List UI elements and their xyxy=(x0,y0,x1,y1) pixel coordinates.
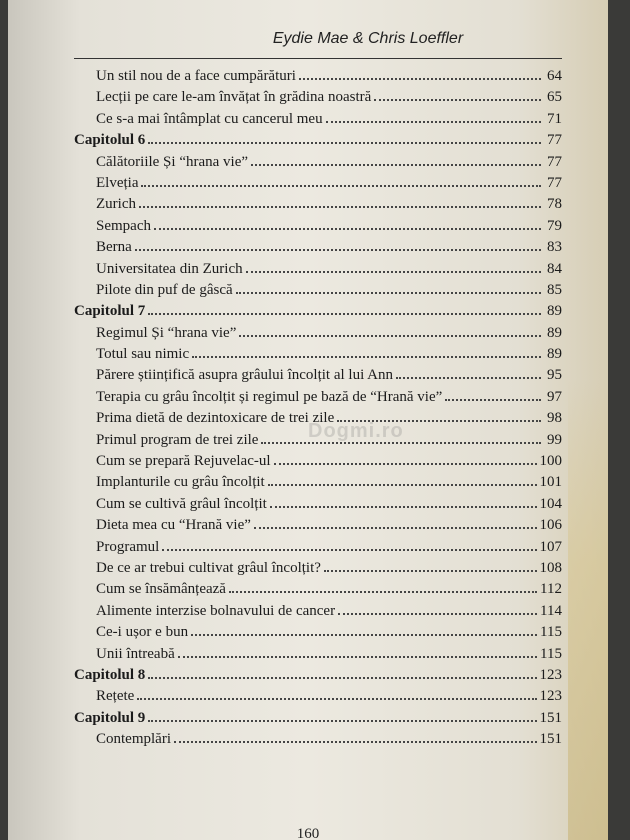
toc-chapter xyxy=(74,130,562,151)
toc-entry xyxy=(74,365,562,386)
toc-chapter xyxy=(74,665,562,686)
toc-entry xyxy=(74,344,562,365)
toc-entry xyxy=(74,579,562,600)
toc-entry-page: 100 xyxy=(539,453,562,470)
dot-leader xyxy=(254,515,537,529)
dot-leader xyxy=(274,451,537,465)
toc-entry xyxy=(74,87,562,108)
toc-entry-page: 97 xyxy=(547,388,562,405)
toc-entry-page: 89 xyxy=(547,346,562,363)
toc-entry-title: Contemplări xyxy=(96,731,171,748)
toc-entry-page: 71 xyxy=(547,110,562,127)
dot-leader xyxy=(139,194,541,208)
toc-entry xyxy=(74,515,562,536)
toc-entry xyxy=(74,152,562,173)
toc-entry-title: Ce s-a mai întâmplat cu cancerul meu xyxy=(96,110,323,127)
toc-entry-title: Alimente interzise bolnavului de cancer xyxy=(96,602,336,619)
running-header xyxy=(8,30,608,48)
toc-entry-title: Un stil nou de a face cumpărături xyxy=(96,68,296,84)
dot-leader xyxy=(178,644,537,658)
toc-entry xyxy=(74,729,562,750)
toc-entry xyxy=(74,601,562,622)
dot-leader xyxy=(148,301,541,315)
dot-leader xyxy=(148,665,536,679)
toc-entry-page: 106 xyxy=(539,517,562,534)
toc-entry-title: Dieta mea cu “Hrană vie” xyxy=(96,517,251,534)
toc-entry xyxy=(74,194,562,215)
toc-entry-title: Prima dietă de dezintoxicare de trei zile xyxy=(96,410,335,427)
toc-entry-title: Lecții pe care le-am învățat în grădina noastră xyxy=(96,89,372,106)
dot-leader xyxy=(141,173,541,187)
toc-entry-page: 115 xyxy=(540,645,562,662)
toc-chapter xyxy=(74,708,562,729)
toc-entry xyxy=(74,323,562,344)
toc-entry-title: Primul program de trei zile xyxy=(96,431,259,448)
toc-entry-page: 79 xyxy=(547,217,562,234)
toc-entry-title: Terapia cu grâu încolțit și regimul pe bază de “Hrană vie” xyxy=(96,388,443,405)
dot-leader xyxy=(162,537,536,551)
toc-entry-title: Sempach xyxy=(96,217,151,234)
dot-leader xyxy=(324,558,537,572)
toc-entry-page: 64 xyxy=(547,68,562,84)
toc-entry xyxy=(74,451,562,472)
dot-leader xyxy=(374,87,541,101)
toc-entry-page: 107 xyxy=(539,538,562,555)
toc-entry-title: Zurich xyxy=(96,196,136,213)
toc-entry-title: Cum se prepară Rejuvelac-ul xyxy=(96,453,271,470)
toc-entry xyxy=(74,558,562,579)
toc-entry-title: Părere științifică asupra grâului încolțit al lui Ann xyxy=(96,367,394,384)
dot-leader xyxy=(396,365,541,379)
header-rule xyxy=(74,58,562,59)
toc-entry-page: 104 xyxy=(539,495,562,512)
toc-entry-page: 112 xyxy=(540,581,562,598)
toc-entry xyxy=(74,644,562,665)
dot-leader xyxy=(268,472,537,486)
toc-entry-page: 84 xyxy=(547,260,562,277)
toc-entry-page: 77 xyxy=(547,153,562,170)
dot-leader xyxy=(135,237,541,251)
toc-entry xyxy=(74,66,562,87)
toc-entry-title: Regimul Și “hrana vie” xyxy=(96,324,237,341)
dot-leader xyxy=(445,387,541,401)
toc-entry-title: Cum se cultivă grâul încolțit xyxy=(96,495,267,512)
toc-entry xyxy=(74,259,562,280)
dot-leader xyxy=(192,344,541,358)
toc-entry-page: 123 xyxy=(539,666,562,683)
toc-entry-title: Pilote din puf de gâscă xyxy=(96,281,233,298)
toc-entry-title: Elveția xyxy=(96,174,139,191)
toc-entry-page: 89 xyxy=(547,324,562,341)
toc-entry-title: Berna xyxy=(96,239,132,256)
toc-entry xyxy=(74,280,562,301)
dot-leader xyxy=(229,579,537,593)
toc-entry-title: De ce ar trebui cultivat grâul încolțit? xyxy=(96,559,321,576)
dot-leader xyxy=(174,729,537,743)
toc-entry-title: Programul xyxy=(96,538,160,555)
dot-leader xyxy=(338,601,537,615)
toc-entry xyxy=(74,387,562,408)
toc-entry-title: Călătoriile Și “hrana vie” xyxy=(96,153,249,170)
toc-entry xyxy=(74,472,562,493)
toc-entry-title: Implanturile cu grâu încolțit xyxy=(96,474,265,491)
dot-leader xyxy=(137,686,536,700)
toc-chapter xyxy=(74,301,562,322)
dot-leader xyxy=(270,494,537,508)
watermark: Dogmi.ro xyxy=(308,420,404,442)
dot-leader xyxy=(326,109,541,123)
toc-entry-title: Unii întreabă xyxy=(96,645,175,662)
toc-entry xyxy=(74,173,562,194)
table-of-contents xyxy=(74,66,562,751)
toc-entry-page: 123 xyxy=(539,688,562,705)
dot-leader xyxy=(236,280,541,294)
toc-entry-page: 151 xyxy=(539,709,562,726)
toc-entry-title: Capitolul 9 xyxy=(74,709,146,726)
toc-entry-title: Universitatea din Zurich xyxy=(96,260,243,277)
toc-entry-page: 98 xyxy=(547,410,562,427)
header-authors: Eydie Mae & Chris Loeffler xyxy=(272,30,464,47)
toc-entry xyxy=(74,109,562,130)
toc-entry xyxy=(74,494,562,515)
book-page xyxy=(8,0,608,840)
toc-entry-title: Ce-i ușor e bun xyxy=(96,624,189,641)
toc-entry xyxy=(74,622,562,643)
toc-entry-page: 78 xyxy=(547,196,562,213)
page-number: 160 xyxy=(296,826,320,840)
toc-entry-title: Cum se însămânțează xyxy=(96,581,226,598)
toc-entry-title: Totul sau nimic xyxy=(96,346,190,363)
toc-entry xyxy=(74,537,562,558)
toc-entry-page: 114 xyxy=(540,602,562,619)
toc-entry xyxy=(74,686,562,707)
toc-entry-page: 77 xyxy=(547,174,562,191)
dot-leader xyxy=(191,622,537,636)
dot-leader xyxy=(154,216,541,230)
toc-entry-page: 95 xyxy=(547,367,562,384)
toc-entry-page: 83 xyxy=(547,239,562,256)
toc-entry-title: Capitolul 6 xyxy=(74,132,146,149)
toc-entry-page: 77 xyxy=(547,132,562,149)
dot-leader xyxy=(246,259,541,273)
toc-entry-page: 89 xyxy=(547,303,562,320)
toc-entry-page: 65 xyxy=(547,89,562,106)
dot-leader xyxy=(299,66,541,80)
dot-leader xyxy=(148,708,536,722)
toc-entry xyxy=(74,237,562,258)
toc-entry-title: Rețete xyxy=(96,688,135,705)
toc-entry-page: 99 xyxy=(547,431,562,448)
toc-entry-title: Capitolul 7 xyxy=(74,303,146,320)
toc-entry xyxy=(74,216,562,237)
dot-leader xyxy=(239,323,541,337)
toc-entry-page: 101 xyxy=(539,474,562,491)
page-stain xyxy=(568,380,608,840)
dot-leader xyxy=(148,130,541,144)
toc-entry-title: Capitolul 8 xyxy=(74,666,146,683)
dot-leader xyxy=(251,152,541,166)
toc-entry-page: 151 xyxy=(539,731,562,748)
toc-entry-page: 85 xyxy=(547,281,562,298)
toc-entry-page: 108 xyxy=(539,559,562,576)
toc-entry-page: 115 xyxy=(540,624,562,641)
